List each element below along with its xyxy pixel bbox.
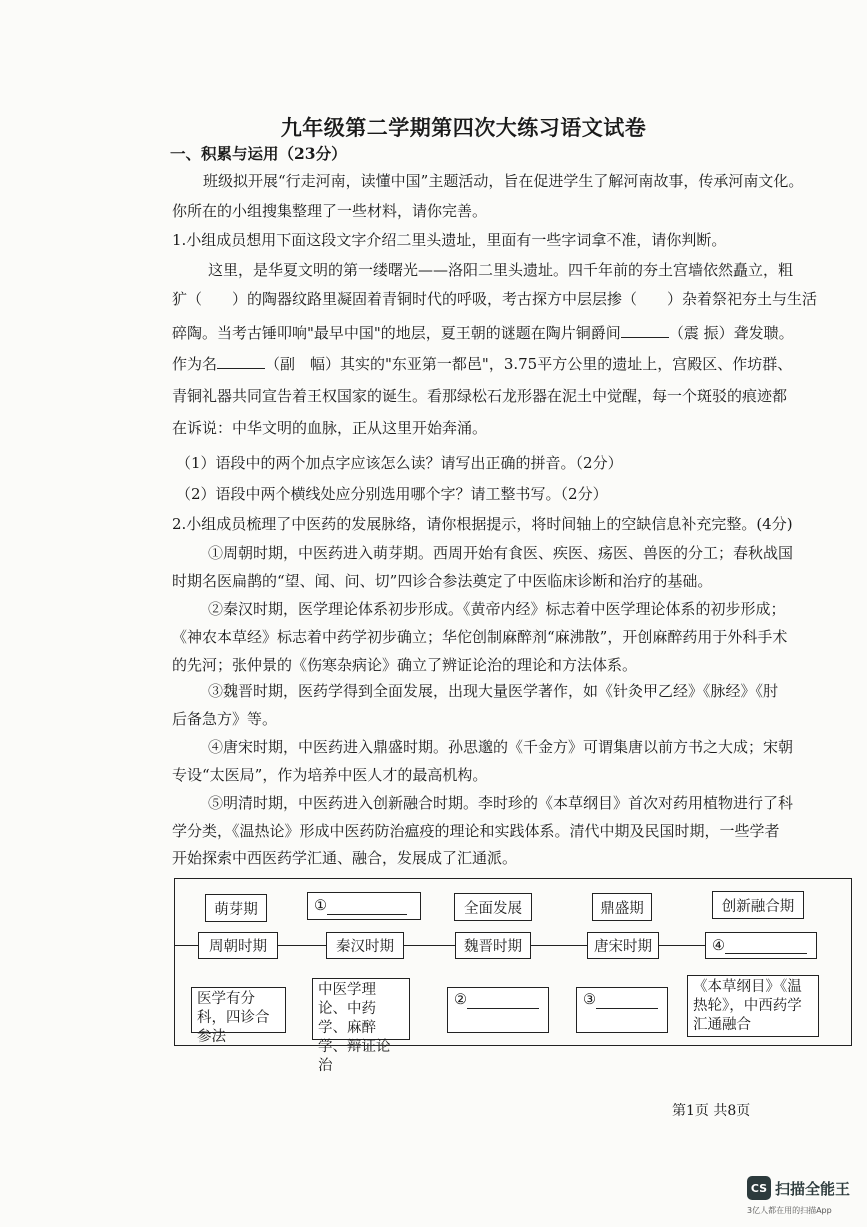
item-4-a: ④唐宋时期，中医药进入鼎盛时期。孙思邈的《千金方》可谓集唐以前方书之大成；宋朝 (208, 738, 794, 756)
timeline-bottom-4: ③ (576, 987, 668, 1033)
page-title: 九年级第二学期第四次大练习语文试卷 (280, 115, 647, 140)
answer-blank-2[interactable] (467, 992, 539, 1009)
answer-blank-4[interactable] (725, 937, 807, 954)
item-5-b: 学分类，《温热论》形成中医药防治瘟疫的理论和实践体系。清代中期及民国时期，一些学者 (172, 822, 780, 840)
timeline-mid-3: 魏晋时期 (455, 932, 531, 959)
scanner-tagline: 3亿人都在用的扫描App (747, 1206, 832, 1215)
timeline-top-5: 创新融合期 (712, 891, 804, 919)
blank-1 (621, 323, 669, 338)
item-2-a: ②秦汉时期，医学理论体系初步形成。《黄帝内经》标志着中医学理论体系的初步形成； (208, 600, 786, 618)
passage-line-3: 碎陶。当考古锤叩响"最早中国"的地层，夏王朝的谜题在陶片铜爵间 （震 振）聋发聩。 (172, 324, 794, 342)
timeline-top-1: 萌芽期 (205, 894, 267, 922)
passage-line-4: 作为名 （副 幅）其实的"东亚第一都邑"，3.75平方公里的遗址上，宫殿区、作坊群、 (172, 355, 793, 373)
timeline-mid-2: 秦汉时期 (326, 932, 404, 959)
item-4-b: 专设“太医局”，作为培养中医人才的最高机构。 (172, 766, 488, 784)
item-1-b: 时期名医扁鹊的“望、闻、问、切”四诊合参法奠定了中医临床诊断和治疗的基础。 (172, 572, 713, 590)
timeline-mid-1: 周朝时期 (198, 932, 278, 959)
page-number: 第1页 共8页 (672, 1103, 751, 1119)
section-heading: 一、积累与运用（23分） (170, 144, 347, 163)
item-3-b: 后备急方》等。 (172, 710, 278, 728)
scanner-name: 扫描全能王 (775, 1180, 851, 1198)
passage-line-1: 这里，是华夏文明的第一缕曙光——洛阳二里头遗址。四千年前的夯土宫墙依然矗立，粗 (208, 261, 794, 279)
timeline-bottom-3: ② (447, 987, 549, 1033)
item-3-a: ③魏晋时期，医药学得到全面发展，出现大量医学著作，如《针灸甲乙经》《脉经》《肘 (208, 682, 779, 700)
question-1-2: （2）语段中两个横线处应分别选用哪个字？请工整书写。（2分） (176, 485, 608, 503)
passage-line-5: 青铜礼器共同宣告着王权国家的诞生。看那绿松石龙形器在泥土中觉醒，每一个斑驳的痕迹都 (172, 387, 788, 405)
question-1-1: （1）语段中的两个加点字应该怎么读？请写出正确的拼音。（2分） (176, 454, 623, 472)
timeline-bottom-1: 医学有分科，四诊合参法 (191, 987, 286, 1033)
timeline-mid-4: 唐宋时期 (587, 932, 659, 959)
timeline-top-3: 全面发展 (454, 893, 532, 921)
timeline-mid-5: ④ (705, 932, 817, 959)
item-2-c: 的先河；张仲景的《伤寒杂病论》确立了辨证论治的理论和方法体系。 (172, 656, 638, 674)
question-2: 2.小组成员梳理了中医药的发展脉络，请你根据提示，将时间轴上的空缺信息补充完整。(4分) (172, 515, 793, 533)
item-5-c: 开始探索中西医药学汇通、融合，发展成了汇通派。 (172, 849, 518, 867)
passage-line-6: 在诉说：中华文明的血脉，正从这里开始奔涌。 (172, 419, 488, 437)
item-5-a: ⑤明清时期，中医药进入创新融合时期。李时珍的《本草纲目》首次对药用植物进行了科 (208, 794, 794, 812)
intro-line-2: 你所在的小组搜集整理了一些材料，请你完善。 (172, 202, 488, 220)
scanner-logo-icon: CS (747, 1176, 771, 1200)
passage-line-2: 犷（ ）的陶器纹路里凝固着青铜时代的呼吸，考古探方中层层掺（ ）杂着祭祀夯土与生活 (172, 290, 818, 308)
timeline-top-4: 鼎盛期 (592, 893, 652, 921)
item-2-b: 《神农本草经》标志着中药学初步确立；华佗创制麻醉剂“麻沸散”，开创麻醉药用于外科手术 (172, 628, 788, 646)
timeline-top-2: ① (307, 892, 421, 920)
timeline-bottom-5: 《本草纲目》《温热轮》，中西药学汇通融合 (687, 975, 819, 1037)
answer-blank-1[interactable] (327, 898, 407, 915)
blank-2 (217, 354, 265, 369)
intro-line-1: 班级拟开展“行走河南，读懂中国”主题活动，旨在促进学生了解河南故事，传承河南文化。 (203, 172, 804, 190)
item-1-a: ①周朝时期，中医药进入萌芽期。西周开始有食医、疾医、疡医、兽医的分工；春秋战国 (208, 544, 794, 562)
answer-blank-3[interactable] (596, 992, 658, 1009)
timeline-bottom-2: 中医学理论、中药学、麻醉学、辩证论治 (312, 978, 410, 1040)
question-1: 1.小组成员想用下面这段文字介绍二里头遗址，里面有一些字词拿不准，请你判断。 (172, 231, 727, 249)
